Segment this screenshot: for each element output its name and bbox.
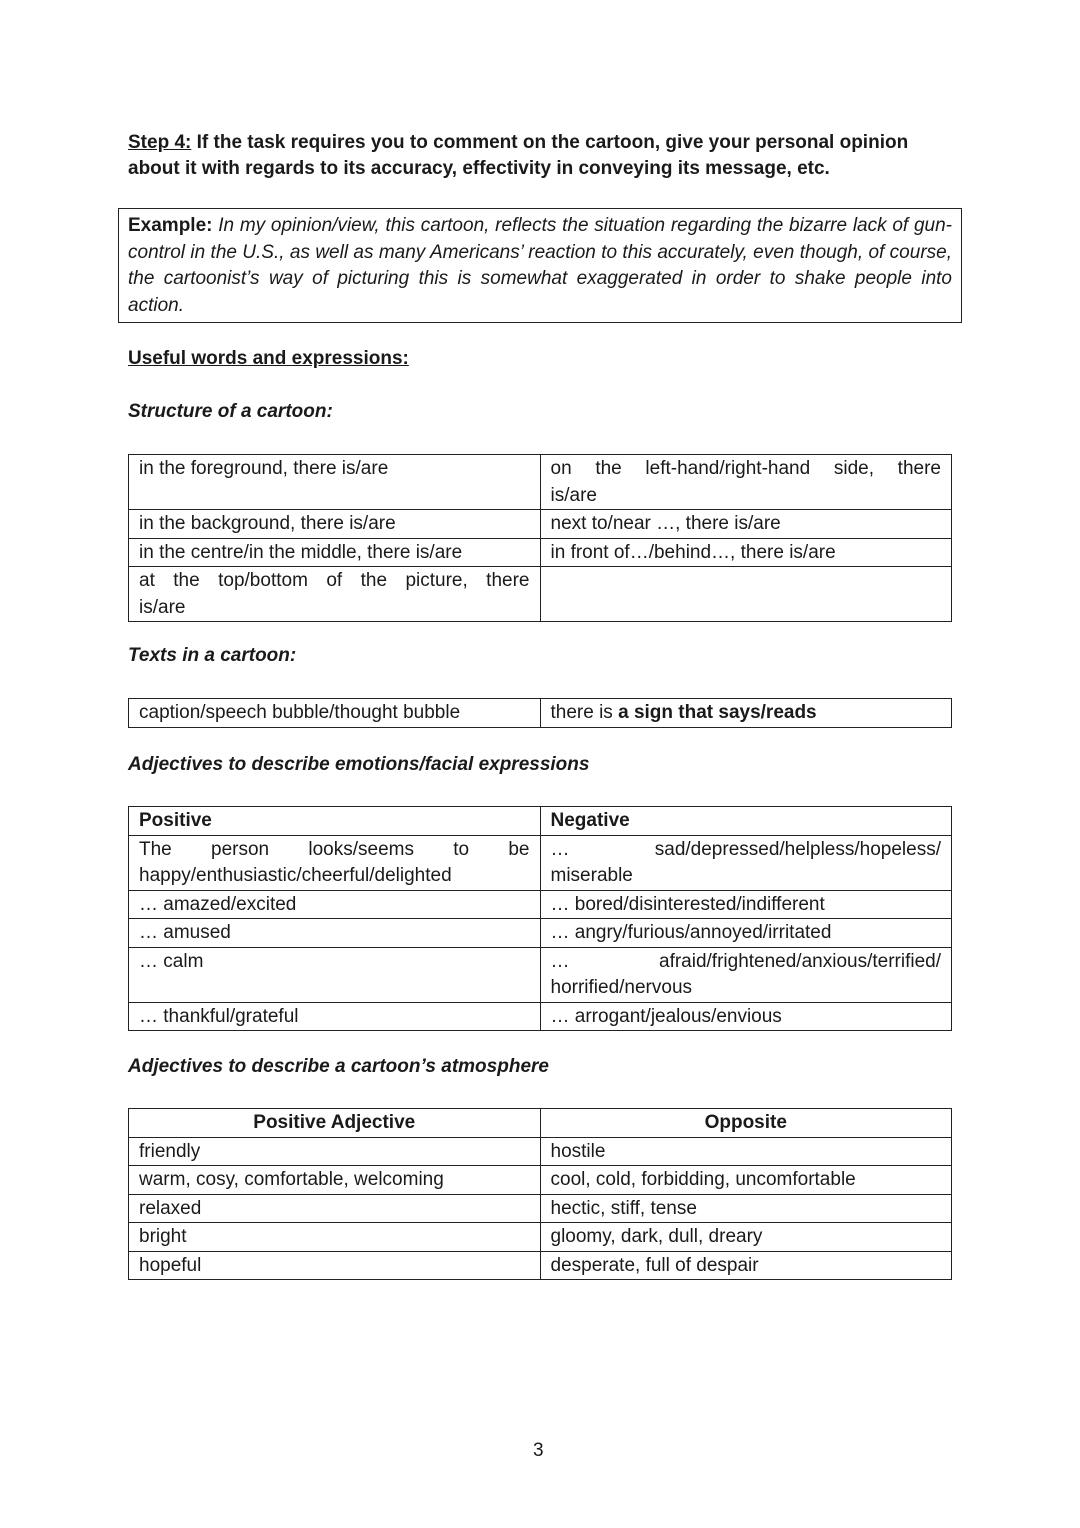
- table-row: [129, 510, 952, 539]
- table-row: [129, 1002, 952, 1031]
- table-row: [129, 1194, 952, 1223]
- table-cell: friendly: [129, 1137, 541, 1166]
- atmosphere-heading: Adjectives to describe a cartoon’s atmosphere: [128, 1056, 549, 1077]
- structure-heading: Structure of a cartoon:: [128, 401, 333, 422]
- table-cell: in the background, there is/are: [129, 510, 541, 539]
- table-row: [129, 1137, 952, 1166]
- useful-expressions-heading: Useful words and expressions:: [128, 348, 409, 369]
- table-row: [129, 1223, 952, 1252]
- table-row: [129, 699, 952, 728]
- table-cell: hectic, stiff, tense: [540, 1194, 952, 1223]
- example-label: Example:: [128, 215, 213, 236]
- table-cell: bright: [129, 1223, 541, 1252]
- page-number: 3: [533, 1440, 544, 1461]
- structure-table: [128, 454, 952, 622]
- table-row: [129, 890, 952, 919]
- table-cell: in the foreground, there is/are: [129, 455, 541, 510]
- cell-line: on the left-hand/right-hand side, there: [550, 458, 941, 479]
- table-cell: on the left-hand/right-hand side, there is/are: [540, 455, 952, 510]
- table-cell: cool, cold, forbidding, uncomfortable: [540, 1166, 952, 1195]
- table-header-cell: Negative: [540, 807, 952, 836]
- table-cell: … amazed/excited: [129, 890, 541, 919]
- example-text: In my opinion/view, this cartoon, reflects the situation regarding the bizarre lack of gun-control in the U.S., as well as many Americans’ reaction to this accurately, even though, of course, the cartoonist’s way of picturing this is somewhat exaggerated in order to shake people into action.: [128, 215, 952, 316]
- table-row: [129, 835, 952, 890]
- table-cell: … calm: [129, 947, 541, 1002]
- table-row: [129, 567, 952, 622]
- table-cell: … sad/depressed/helpless/hopeless/ miserable: [540, 835, 952, 890]
- step-text: If the task requires you to comment on the cartoon, give your personal opinion about it with regards to its accuracy, effectivity in conveying its message, etc.: [128, 132, 909, 179]
- cell-line: … afraid/frightened/anxious/terrified/: [550, 950, 941, 972]
- table-cell: warm, cosy, comfortable, welcoming: [129, 1166, 541, 1195]
- step-4-paragraph: [128, 130, 958, 182]
- table-cell: gloomy, dark, dull, dreary: [540, 1223, 952, 1252]
- cell-text-bold: a sign that says/reads: [618, 702, 817, 723]
- table-row: [129, 947, 952, 1002]
- cell-line: at the top/bottom of the picture, there: [139, 570, 530, 591]
- table-cell: hostile: [540, 1137, 952, 1166]
- cell-line: The person looks/seems to be: [139, 838, 530, 860]
- emotions-table: [128, 806, 952, 1031]
- table-header-row: [129, 807, 952, 836]
- emotions-heading: Adjectives to describe emotions/facial expressions: [128, 754, 590, 775]
- table-header-cell: Opposite: [540, 1109, 952, 1138]
- table-cell: … afraid/frightened/anxious/terrified/ horrified/nervous: [540, 947, 952, 1002]
- table-cell: in front of…/behind…, there is/are: [540, 538, 952, 567]
- table-row: [129, 455, 952, 510]
- table-row: [129, 1166, 952, 1195]
- cell-line: … sad/depressed/helpless/hopeless/: [550, 838, 941, 860]
- table-cell: The person looks/seems to be happy/enthusiastic/cheerful/delighted: [129, 835, 541, 890]
- table-row: [129, 919, 952, 948]
- table-cell: caption/speech bubble/thought bubble: [129, 699, 541, 728]
- texts-table: [128, 698, 952, 728]
- step-label: Step 4:: [128, 132, 192, 153]
- table-cell: in the centre/in the middle, there is/are: [129, 538, 541, 567]
- table-header-cell: Positive: [129, 807, 541, 836]
- table-cell: next to/near …, there is/are: [540, 510, 952, 539]
- table-cell: … angry/furious/annoyed/irritated: [540, 919, 952, 948]
- atmosphere-table: [128, 1108, 952, 1280]
- table-cell: … arrogant/jealous/envious: [540, 1002, 952, 1031]
- table-cell: … bored/disinterested/indifferent: [540, 890, 952, 919]
- table-cell: … amused: [129, 919, 541, 948]
- table-cell: [540, 567, 952, 622]
- texts-heading: Texts in a cartoon:: [128, 645, 297, 666]
- table-cell: … thankful/grateful: [129, 1002, 541, 1031]
- table-cell: desperate, full of despair: [540, 1251, 952, 1280]
- table-row: [129, 1251, 952, 1280]
- table-cell: at the top/bottom of the picture, there is/are: [129, 567, 541, 622]
- example-box: [118, 208, 962, 323]
- table-cell: [540, 699, 952, 728]
- cell-text: there is: [550, 702, 619, 723]
- table-row: [129, 538, 952, 567]
- table-cell: relaxed: [129, 1194, 541, 1223]
- table-header-row: [129, 1109, 952, 1138]
- table-cell: hopeful: [129, 1251, 541, 1280]
- table-header-cell: Positive Adjective: [129, 1109, 541, 1138]
